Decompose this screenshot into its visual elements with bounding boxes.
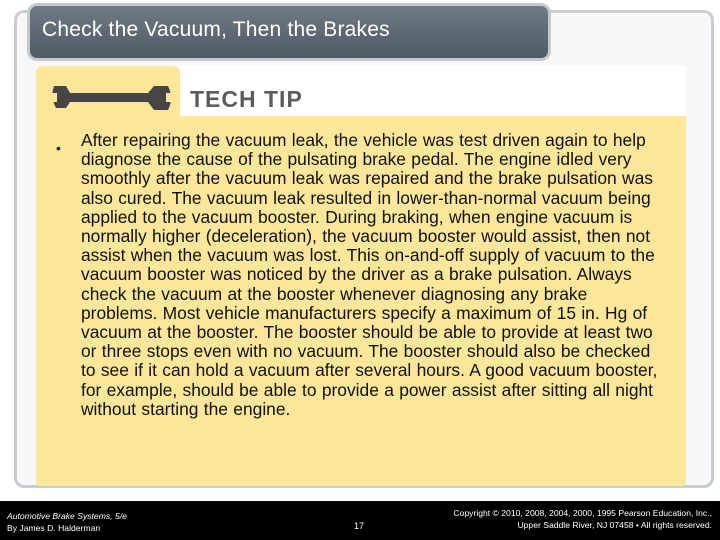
- copyright-line-1: Copyright © 2010, 2008, 2004, 2000, 1995 Pearson Education, Inc.,: [453, 508, 712, 518]
- copyright-line-2: Upper Saddle River, NJ 07458 • All rights reserved.: [517, 520, 712, 530]
- footer-copyright: [453, 507, 712, 531]
- tech-tip-body: After repairing the vacuum leak, the vehicle was test driven again to help diagnose the cause of the pulsating brake pedal. The engine idled very smoothly after the vacuum leak was repaired and the brake pulsation was also cured. The vacuum leak resulted in lower-than-normal vacuum being applied to the vacuum booster. During braking, when engine vacuum is normally higher (deceleration), the vacuum booster would assist, then not assist when the vacuum was lost. This on-and-off supply of vacuum to the vacuum booster was noticed by the driver as a brake pulsation. Always check the vacuum at the booster whenever diagnosing any brake problems. Most vehicle manufacturers specify a maximum of 15 in. Hg of vacuum at the booster. The booster should be able to provide at least two or three stops even with no vacuum. The booster should also be checked to see if it can hold a vacuum after several hours. A good vacuum booster, for example, should be able to provide a power assist after sitting all night without starting the engine.: [81, 130, 658, 419]
- slide-title: Check the Vacuum, Then the Brakes: [42, 18, 390, 41]
- wrench-icon: [48, 78, 174, 116]
- tech-tip-label: TECH TIP: [190, 86, 303, 112]
- footer-bar: [0, 501, 720, 540]
- footer-book-title: Automotive Brake Systems, 5/e: [7, 511, 127, 521]
- page-number: 17: [354, 521, 365, 531]
- bullet-marker: •: [56, 140, 61, 156]
- footer-book-info: [7, 510, 127, 534]
- footer-author: By James D. Halderman: [7, 523, 101, 533]
